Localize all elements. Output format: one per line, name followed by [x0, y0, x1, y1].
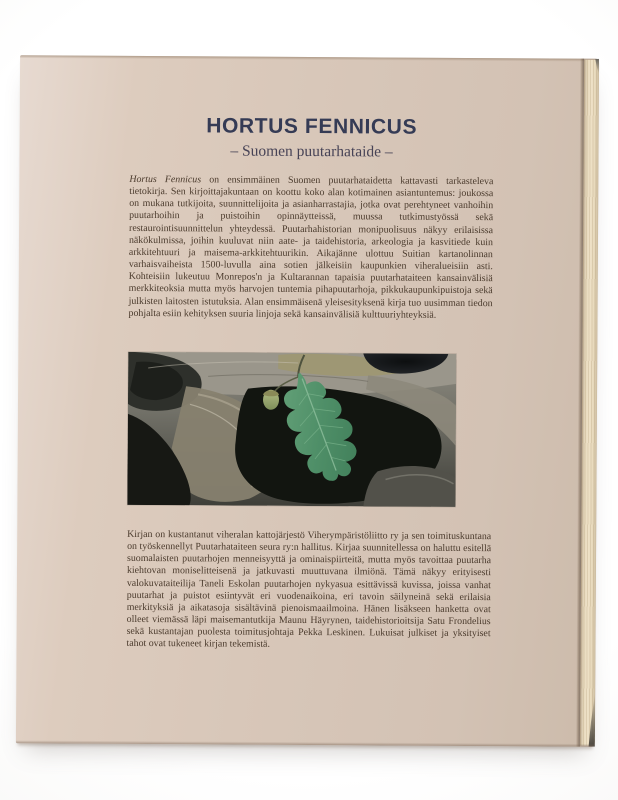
book-back-cover [16, 55, 599, 747]
acorn [263, 390, 279, 410]
book-title: HORTUS FENNICUS [206, 114, 418, 139]
blurb-paragraph [128, 174, 493, 322]
blurb-text: on ensimmäinen Suomen puutarhataidetta kattavasti tarkasteleva tietokirja. Sen kirjoittajakuntaan on koottu koko alan kotimainen asiantuntemus: joukossa on mukana tutkijoita, suunnittelijoita ja asianharrastajia, jotka ovat perehtyneet vanhoihin puutarhoihin ja puistoihin opinnäytteissä, muussa tutkimustyössä sekä restaurointisuunnittelun yhteydessä. Puutarhahistorian monipuolisuus näkyy erilaisissa näkökulmissa, joihin kuuluvat niin aate- ja taidehistoria, arkeologia ja kasvitiede kuin arkkitehtuuri ja maisema-arkkitehtuurikin. Aikajänne ulottuu Suitian kartanolinnan varhaisvaiheista 1500-luvulla aina sotien jälkeisiin kaupunkien viheralueisiin asti. Kohteisiin lukeutuu Monrepos'n ja Kultarannan tapaisia puutarhataiteen kansainvälisiä merkkiteoksia mutta myös harvojen tuntemia pihapuutarhoja, pikkukaupunkipuistoja sekä julkisten laitosten istutuksia. Alan ensimmäisenä yleisesityksenä kirja tuo uusimman tiedon pohjalta esiin kehityksen suuria linjoja sekä kansainvälisiä kulttuuriyhteyksiä. [128, 174, 494, 321]
title-block [129, 114, 493, 162]
blurb-lead-italic: Hortus Fennicus [129, 173, 202, 186]
cover-photo [127, 352, 456, 507]
book-subtitle: – Suomen puutarhataide – [230, 142, 393, 161]
publisher-paragraph: Kirjan on kustantanut viheralan kattojärjestö Viherympäristöliitto ry ja sen toimituskuntana on työskennellyt Puutarhataiteen seura ry:n hallitus. Kirjaa suunnitellessa on haluttu esitellä suomalaisten puutarhojen menneisyyttä ja ominaispiirteitä, mutta myös tavoittaa puutarha kiehtovan moniselitteisenä ja jatkuvasti muuttuvana ilmiönä. Tämä näkyy erityisesti valokuvataiteilija Taneli Eskolan puutarhojen nykyasua esittävissä kuvissa, joissa vanhat puutarhat ja puistot esiintyvät eri vuodenaikoina, eri tavoin säilyneinä sekä erilaisia merkityksiä ja aikatasoja sisältävinä pienoismaailmoina. Hänen lisäkseen hanketta ovat olleet viemässä läpi maisemantutkija Maunu Häyrynen, taidehistorioitsija Satu Frondelius sekä kustantajan puolesta toimitusjohtaja Pekka Leskinen. Lukuisat julkiset ja yksityiset tahot ovat tukeneet kirjan tekemistä. [126, 528, 492, 651]
cover-photo-illustration [127, 352, 456, 507]
